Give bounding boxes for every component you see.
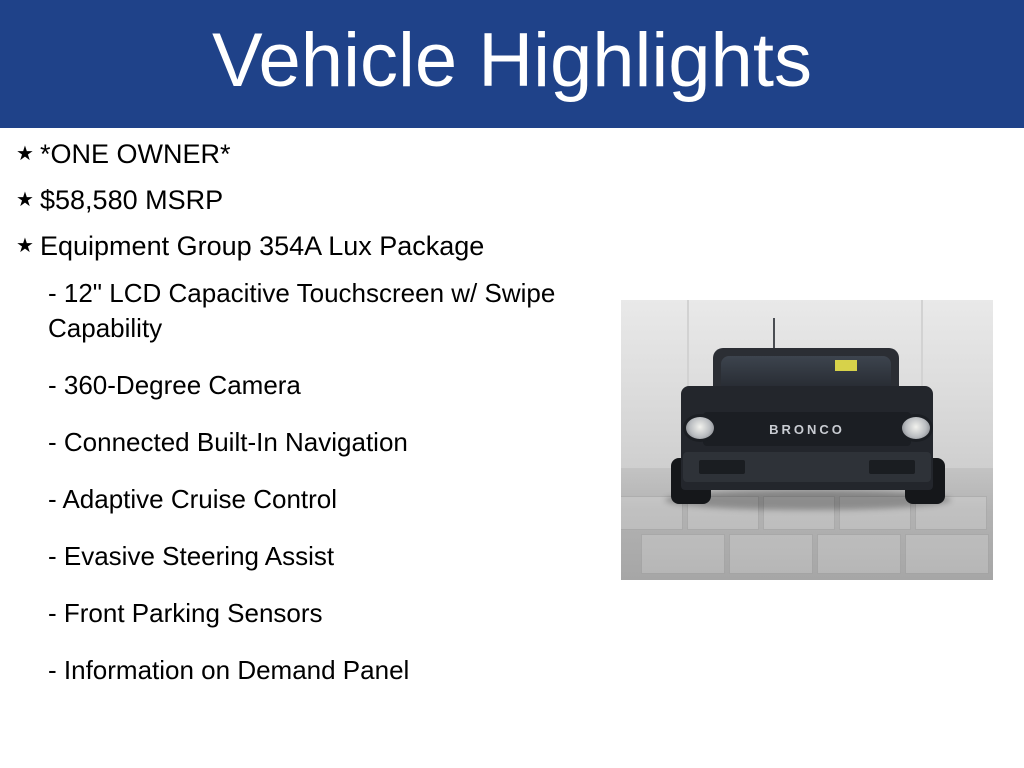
feature-item: - Evasive Steering Assist (48, 541, 335, 571)
paver-tile (641, 534, 725, 574)
window-sticker (835, 360, 857, 371)
list-item (8, 138, 608, 171)
headlight-right (899, 414, 933, 442)
feature-item: - Front Parking Sensors (48, 598, 323, 628)
header-band (0, 0, 1024, 128)
star-icon: ★ (16, 235, 34, 257)
slide-content (0, 128, 1024, 768)
highlight-text: Equipment Group 354A Lux Package (40, 231, 485, 261)
star-icon: ★ (16, 143, 34, 165)
paver-tile (729, 534, 813, 574)
bumper-vent (699, 460, 745, 474)
headlight-left (683, 414, 717, 442)
star-icon: ★ (16, 189, 34, 211)
list-item (8, 184, 608, 217)
page-title: Vehicle Highlights (212, 18, 812, 103)
vehicle-windshield (721, 356, 891, 390)
grille-badge-text: BRONCO (769, 421, 845, 437)
vehicle-grille (703, 412, 911, 446)
feature-item: - Connected Built-In Navigation (48, 427, 408, 457)
feature-item: - 360-Degree Camera (48, 370, 301, 400)
vehicle-photo (621, 300, 993, 580)
feature-item: - 12" LCD Capacitive Touchscreen w/ Swipe Capability (48, 278, 556, 343)
highlights-list (8, 138, 608, 710)
highlight-text: *ONE OWNER* (40, 139, 231, 169)
bumper-vent (869, 460, 915, 474)
antenna (773, 318, 775, 350)
paver-tile (905, 534, 989, 574)
list-item (8, 230, 608, 263)
paver-tile (817, 534, 901, 574)
feature-item: - Information on Demand Panel (48, 655, 410, 685)
highlight-text: $58,580 MSRP (40, 185, 224, 215)
feature-item: - Adaptive Cruise Control (48, 484, 338, 514)
